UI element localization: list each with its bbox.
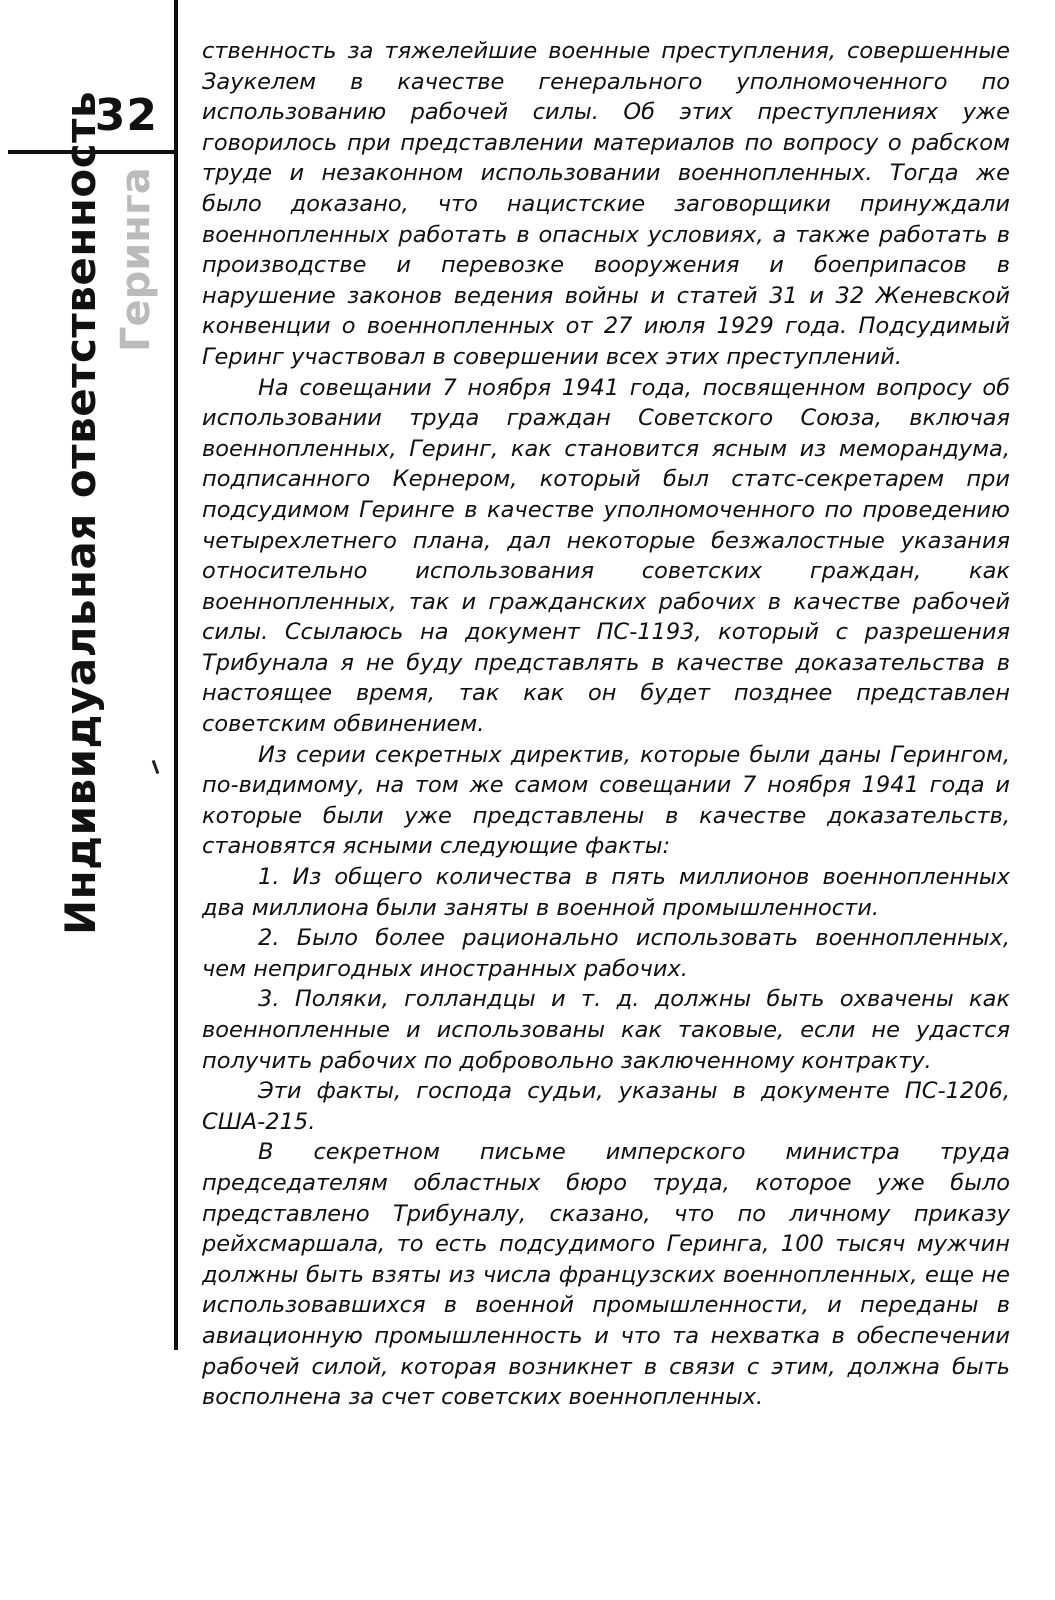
section-title-vertical: Индивидуальная ответственность bbox=[56, 90, 105, 935]
section-subtitle-vertical: Геринга bbox=[113, 167, 159, 352]
paragraph: На совещании 7 ноября 1941 года, посвященном вопросу об использовании труда граждан Советского Союза, включая военнопленных, Геринг, как становится ясным из меморандума, подписанного Кернером, который был статс-секретарем при подсудимом Геринге в качестве уполномоченного по проведению четырехлетнего плана, дал некоторые безжалостные указания относительно использования советских граждан, как военнопленных, так и гражданских рабочих в качестве рабочей силы. Ссылаюсь на документ ПС-1193, который с разрешения Трибунала я не буду представлять в качестве доказательства в настоящее время, так как он будет позднее представлен советским обвинением. bbox=[202, 374, 1010, 738]
list-item: 2. Было более рационально использовать военнопленных, чем непригодных иностранных рабочих. bbox=[202, 925, 1010, 982]
page-number: 32 bbox=[94, 90, 158, 141]
stray-mark bbox=[152, 760, 160, 774]
body-text bbox=[202, 36, 1010, 1413]
list-item: 1. Из общего количества в пять миллионов военнопленных два миллиона были заняты в военной промышленности. bbox=[202, 864, 1010, 921]
list-item: 3. Поляки, голландцы и т. д. должны быть охвачены как военнопленные и использованы как таковые, если не удастся получить рабочих по добровольно заключенному контракту. bbox=[202, 986, 1010, 1074]
margin-rule bbox=[174, 0, 178, 1350]
paragraph: Из серии секретных директив, которые были даны Герингом, по-видимому, на том же самом совещании 7 ноября 1941 года и которые были уже представлены в качестве доказательств, становятся ясными следующие факты: bbox=[202, 741, 1010, 860]
paragraph: В секретном письме имперского министра труда председателям областных бюро труда, которое уже было представлено Трибуналу, сказано, что по личному приказу рейхсмаршала, то есть подсудимого Геринга, 100 тысяч мужчин должны быть взяты из числа французских военнопленных, еще не использовавшихся в военной промышленности, и переданы в авиационную промышленность и что та нехватка в обеспечении рабочей силой, которая возникнет в связи с этим, должна быть восполнена за счет советских военнопленных. bbox=[202, 1139, 1010, 1411]
paragraph-continuation: ственность за тяжелейшие военные преступления, совершенные Заукелем в качестве генерального уполномоченного по использованию рабочей силы. Об этих преступлениях уже говорилось при представлении материалов по вопросу о рабском труде и незаконном использовании военнопленных. Тогда же было доказано, что нацистские заговорщики принуждали военнопленных работать в опасных условиях, а также работать в производстве и перевозке вооружения и боеприпасов в нарушение законов ведения войны и статей 31 и 32 Женевской конвенции о военнопленных от 27 июля 1929 года. Подсудимый Геринг участвовал в совершении всех этих преступлений. bbox=[202, 38, 1010, 370]
paragraph: Эти факты, господа судьи, указаны в документе ПС-1206, США-215. bbox=[202, 1078, 1010, 1135]
